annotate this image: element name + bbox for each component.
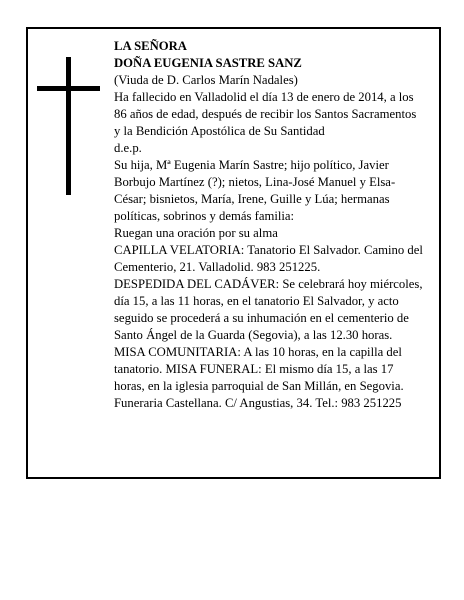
death-text: Ha fallecido en Valladolid el día 13 de enero de 2014, a los 86 años de edad, después de recibir los Santos Sacramentos y la Bendición Apostólica de Su Santidad (114, 90, 417, 138)
rip-text: d.e.p. (114, 141, 142, 155)
obituary-text (114, 38, 424, 412)
prayer-text: Ruegan una oración por su alma (114, 226, 278, 240)
widow-of: (Viuda de D. Carlos Marín Nadales) (114, 73, 298, 87)
funeral-home-text: Funeraria Castellana. C/ Angustias, 34. Tel.: 983 251225 (114, 396, 402, 410)
cross-icon (66, 57, 71, 195)
cross-icon-bar (37, 86, 100, 91)
family-text: Su hija, Mª Eugenia Marín Sastre; hijo político, Javier Borbujo Martínez (?); nietos, Lina-José Manuel y Elsa-César; bisnietos, María, Irene, Guille y Lúa; hermanas políticas, sobrinos y demás familia: (114, 158, 396, 223)
notice-title: LA SEÑORA (114, 39, 187, 53)
chapel-text: CAPILLA VELATORIA: Tanatorio El Salvador. Camino del Cementerio, 21. Valladolid. 983 251225. (114, 243, 423, 274)
deceased-name: DOÑA EUGENIA SASTRE SANZ (114, 56, 302, 70)
mass-text: MISA COMUNITARIA: A las 10 horas, en la capilla del tanatorio. MISA FUNERAL: El mismo día 15, a las 17 horas, en la iglesia parroquial de San Millán, en Segovia. (114, 345, 404, 393)
farewell-text: DESPEDIDA DEL CADÁVER: Se celebrará hoy miércoles, día 15, a las 11 horas, en el tanatorio El Salvador, y acto seguido se procederá a su inhumación en el cementerio de Santo Ángel de la Guarda (Segovia), a las 12.30 horas. (114, 277, 423, 342)
